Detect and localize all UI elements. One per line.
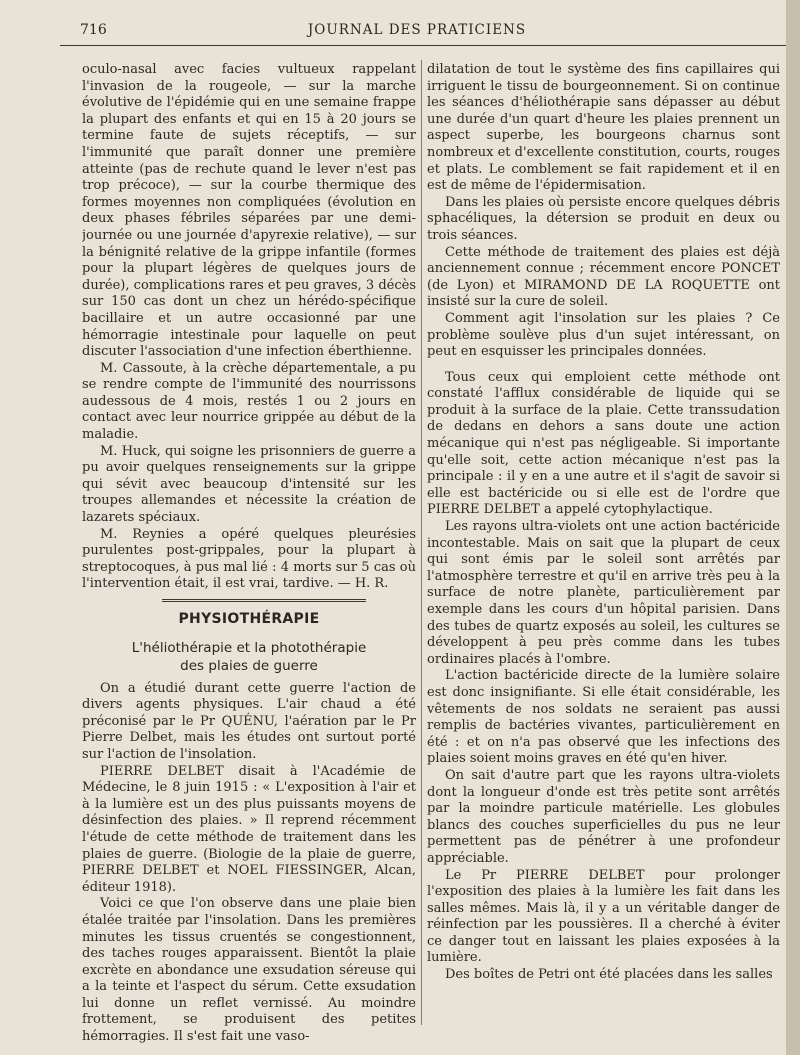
article-title-line1: L'héliothérapie et la photothérapie: [131, 639, 367, 656]
paragraph: L'action bactéricide directe de la lumière solaire est donc insignifiante. Si elle était considérable, les vêtements de nos soldats ne seraient pas aussi remplis de bactéries vivantes, particulièrement en été : et on n'a pas observé que les infections des plaies soient moins graves en été qu'en hiver.: [427, 668, 780, 767]
paragraph: oculo-nasal avec facies vultueux rappelant l'invasion de la rougeole, — sur la marche évolutive de l'épidémie qui en une semaine frappe la plupart des enfants et qui en 15 à 20 jours se termine faute de sujets réceptifs, — sur l'immunité que paraît donner une première atteinte (pas de rechute quand le lever n'est pas trop précoce), — sur la courbe thermique des formes moyennes non compliquées (évolution en deux phases fébriles séparées par une demi-journée ou une journée d'apyrexie relative), — sur la bénignité relative de la grippe infantile (formes pour la plupart légères de quelques jours de durée), complications rares et peu graves, 3 décès sur 150 cas dont un chez un hérédo-spécifique bacillaire et un autre occasionné par une hémorragie intestinale pour laquelle on peut discuter l'association d'une infection éberthienne.: [82, 62, 416, 360]
journal-title: JOURNAL DES PRATICIENS: [307, 22, 527, 38]
paragraph: On a étudié durant cette guerre l'action de divers agents physiques. L'air chaud a été préconisé par le Pr QUÉNU, l'aération par le Pr Pierre Delbet, mais les études ont surtout porté sur l'action de l'insolation.: [82, 680, 416, 762]
left-column: [82, 62, 416, 1047]
paragraph: Les rayons ultra-violets ont une action bactéricide incontestable. Mais on sait que la plupart de ceux qui sont émis par le soleil sont arrêtés par l'atmosphère terrestre et qu'il en arrive très peu à la surface de notre planète, particulièrement par exemple dans les cours d'un hôpital parisien. Dans des tubes de quartz exposés au soleil, les cultures se développent à peu près comme dans les tubes ordinaires placés à l'ombre.: [427, 519, 780, 667]
paragraph: Comment agit l'insolation sur les plaies ? Ce problème soulève plus d'un sujet intéressant, on peut en esquisser les principales données.: [427, 310, 780, 360]
paragraph: M. Cassoute, à la crèche départementale, a pu se rendre compte de l'immunité des nourrissons audessous de 4 mois, restés 1 ou 2 jours en contact avec leur nourrice grippée au début de la maladie.: [82, 360, 416, 443]
section-heading: PHYSIOTHÉRAPIE: [178, 611, 320, 627]
article-title: [82, 639, 416, 675]
page-edge: [786, 0, 800, 1055]
paragraph: Cette méthode de traitement des plaies est déjà anciennement connue ; récemment encore PONCET (de Lyon) et MIRAMOND DE LA ROQUETTE ont insisté sur la cure de soleil.: [427, 244, 780, 310]
paragraph: dilatation de tout le système des fins capillaires qui irriguent le tissu de bourgeonnement. Si on continue les séances d'héliothérapie sans dépasser au début une durée d'un quart d'heure les plaies prennent un aspect superbe, les bourgeons charnus sont nombreux et d'excellente constitution, courts, rouges et plats. Le comblement se fait rapidement et il en est de même de l'épidermisation.: [427, 62, 780, 194]
right-column: [427, 62, 780, 1047]
paragraph: Voici ce que l'on observe dans une plaie bien étalée traitée par l'insolation. Dans les premières minutes les tissus cruentés se congestionnent, des taches rouges apparaissent. Bientôt la plaie excrète en abondance une exsudation séreuse qui a la teinte et l'aspect du sérum. Cette exsudation lui donne un reflet vernissé. Au moindre frottement, se produisent des petites hémorragies. Il s'est fait une vaso-: [82, 896, 416, 1045]
page-number: 716: [80, 22, 107, 38]
paragraph: M. Huck, qui soigne les prisonniers de guerre a pu avoir quelques renseignements sur la grippe qui sévit avec beaucoup d'intensité sur les troupes allemandes et nécessite la création de lazarets spéciaux.: [82, 443, 416, 526]
page-header: [60, 22, 774, 44]
column-divider: [421, 60, 422, 1025]
section-rule: [162, 599, 366, 602]
paragraph: On sait d'autre part que les rayons ultra-violets dont la longueur d'onde est très petite sont arrêtés par la moindre particule matérielle. Les globules blancs des couches superficielles du pus ne leur permettent pas de pénétrer à une profondeur appréciable.: [427, 767, 780, 866]
paragraph: Tous ceux qui emploient cette méthode ont constaté l'afflux considérable de liquide qui se produit à la surface de la plaie. Cette transsudation de dedans en dehors a sans doute une action mécanique qui n'est pas négligeable. Si importante qu'elle soit, cette action mécanique n'est pas la principale : il y en a une autre et il s'agit de savoir si elle est bactéricide ou si elle est de l'ordre que PIERRE DELBET a appelé cytophylactique.: [427, 369, 780, 518]
article-title-line2: des plaies de guerre: [180, 657, 318, 674]
paragraph: PIERRE DELBET disait à l'Académie de Médecine, le 8 juin 1915 : « L'exposition à l'air et à la lumière est un des plus puissants moyens de désinfection des plaies. » Il reprend récemment l'étude de cette méthode de traitement dans les plaies de guerre. (Biologie de la plaie de guerre, PIERRE DELBET et NOEL FIESSINGER, Alcan, éditeur 1918).: [82, 763, 416, 895]
paragraph: Le Pr PIERRE DELBET pour prolonger l'exposition des plaies à la lumière les fait dans les salles mêmes. Mais là, il y a un véritable danger de réinfection par les poussières. Il a cherché à éviter ce danger tout en laissant les plaies exposées à la lumière.: [427, 867, 780, 966]
header-rule: [60, 45, 788, 46]
paragraph: M. Reynies a opéré quelques pleurésies purulentes post-grippales, pour la plupart à streptocoques, à pus mal lié : 4 morts sur 5 cas où l'intervention était, il est vrai, tardive. — H. R.: [82, 526, 416, 592]
paragraph: Des boîtes de Petri ont été placées dans les salles: [445, 967, 773, 983]
paragraph: Dans les plaies où persiste encore quelques débris sphacéliques, la détersion se produit en deux ou trois séances.: [427, 194, 780, 243]
